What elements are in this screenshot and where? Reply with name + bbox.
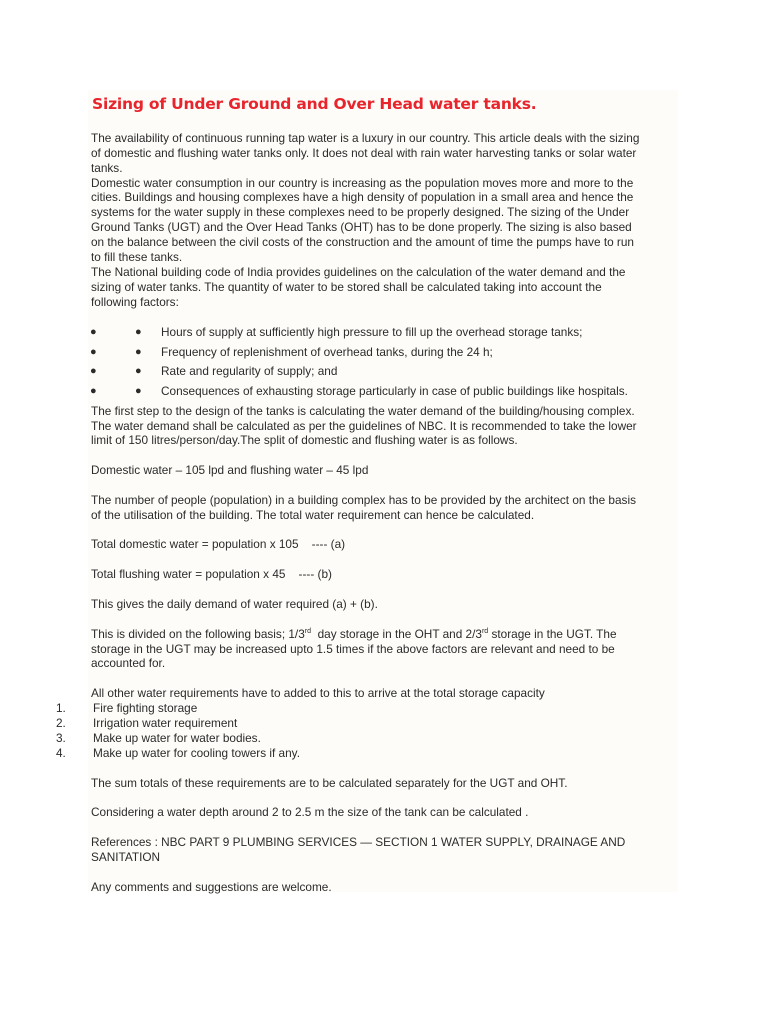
closing-line: Any comments and suggestions are welcome. bbox=[91, 880, 332, 894]
division-line: storage in the UGT may be increased upto 1.5 times if the above factors are relevant and need to be bbox=[91, 642, 615, 656]
demand-line: The water demand shall be calculated as per the guidelines of NBC. It is recommended to take the lower bbox=[91, 419, 637, 433]
split-line: Domestic water – 105 lpd and flushing water – 45 lpd bbox=[91, 463, 369, 477]
other-requirements-intro: All other water requirements have to added to this to arrive at the total storage capacity bbox=[91, 686, 545, 700]
daily-demand-line: This gives the daily demand of water required (a) + (b). bbox=[91, 597, 378, 611]
intro-line: to fill these tanks. bbox=[91, 250, 183, 264]
intro-line: The availability of continuous running tap water is a luxury in our country. This article deals with the sizing bbox=[91, 131, 640, 145]
references-line: SANITATION bbox=[91, 850, 161, 864]
list-item: Hours of supply at sufficiently high pressure to fill up the overhead storage tanks; bbox=[161, 325, 583, 339]
demand-line: The first step to the design of the tanks is calculating the water demand of the building/housing complex. bbox=[91, 404, 635, 418]
bullet-marker: ● bbox=[90, 385, 97, 397]
sum-totals-line: The sum totals of these requirements are to be calculated separately for the UGT and OHT. bbox=[91, 776, 568, 790]
intro-line: following factors: bbox=[91, 295, 179, 309]
population-line: The number of people (population) in a building complex has to be provided by the architect on the basis bbox=[91, 493, 636, 507]
intro-line: The National building code of India provides guidelines on the calculation of the water demand and the bbox=[91, 265, 626, 279]
article-title: Sizing of Under Ground and Over Head water tanks. bbox=[92, 95, 537, 113]
intro-line: on the balance between the civil costs of the construction and the amount of time the pumps have to run bbox=[91, 235, 634, 249]
references-line: References : NBC PART 9 PLUMBING SERVICES — SECTION 1 WATER SUPPLY, DRAINAGE AND bbox=[91, 835, 626, 849]
list-number: 1. bbox=[56, 701, 66, 715]
intro-line: of domestic and flushing water tanks only. It does not deal with rain water harvesting tanks or solar water bbox=[91, 146, 637, 160]
formula-flushing: Total flushing water = population x 45 ---- (b) bbox=[91, 567, 332, 581]
population-line: of the utilisation of the building. The total water requirement can hence be calculated. bbox=[91, 508, 535, 522]
bullet-marker: ● bbox=[90, 365, 97, 377]
list-number: 3. bbox=[56, 731, 66, 745]
bullet-marker: ● bbox=[135, 385, 142, 397]
list-item: Make up water for cooling towers if any. bbox=[93, 746, 300, 760]
division-line: accounted for. bbox=[91, 656, 166, 670]
list-item: Make up water for water bodies. bbox=[93, 731, 261, 745]
list-item: Fire fighting storage bbox=[93, 701, 198, 715]
intro-line: Domestic water consumption in our country is increasing as the population moves more and more to the bbox=[91, 176, 634, 190]
intro-line: tanks. bbox=[91, 161, 123, 175]
list-number: 2. bbox=[56, 716, 66, 730]
bullet-marker: ● bbox=[90, 326, 97, 338]
depth-line: Considering a water depth around 2 to 2.5 m the size of the tank can be calculated . bbox=[91, 805, 529, 819]
intro-line: sizing of water tanks. The quantity of water to be stored shall be calculated taking into account the bbox=[91, 280, 602, 294]
formula-domestic: Total domestic water = population x 105 ---- (a) bbox=[91, 537, 346, 551]
list-item: Irrigation water requirement bbox=[93, 716, 238, 730]
demand-line: limit of 150 litres/person/day.The split of domestic and flushing water is as follows. bbox=[91, 433, 518, 447]
bullet-marker: ● bbox=[90, 346, 97, 358]
bullet-marker: ● bbox=[135, 346, 142, 358]
list-number: 4. bbox=[56, 746, 66, 760]
intro-line: Ground Tanks (UGT) and the Over Head Tanks (OHT) has to be done properly. The sizing is also based bbox=[91, 220, 632, 234]
list-item: Consequences of exhausting storage particularly in case of public buildings like hospitals. bbox=[161, 384, 628, 398]
list-item: Rate and regularity of supply; and bbox=[161, 364, 338, 378]
bullet-marker: ● bbox=[135, 365, 142, 377]
bullet-marker: ● bbox=[135, 326, 142, 338]
intro-line: cities. Buildings and housing complexes have a high density of population in a small area and hence the bbox=[91, 190, 634, 204]
intro-line: systems for the water supply in these complexes need to be properly designed. The sizing of the Under bbox=[91, 205, 630, 219]
division-line: This is divided on the following basis; 1/3rd day storage in the OHT and 2/3rd storage in the UGT. The bbox=[91, 627, 617, 641]
list-item: Frequency of replenishment of overhead tanks, during the 24 h; bbox=[161, 345, 493, 359]
